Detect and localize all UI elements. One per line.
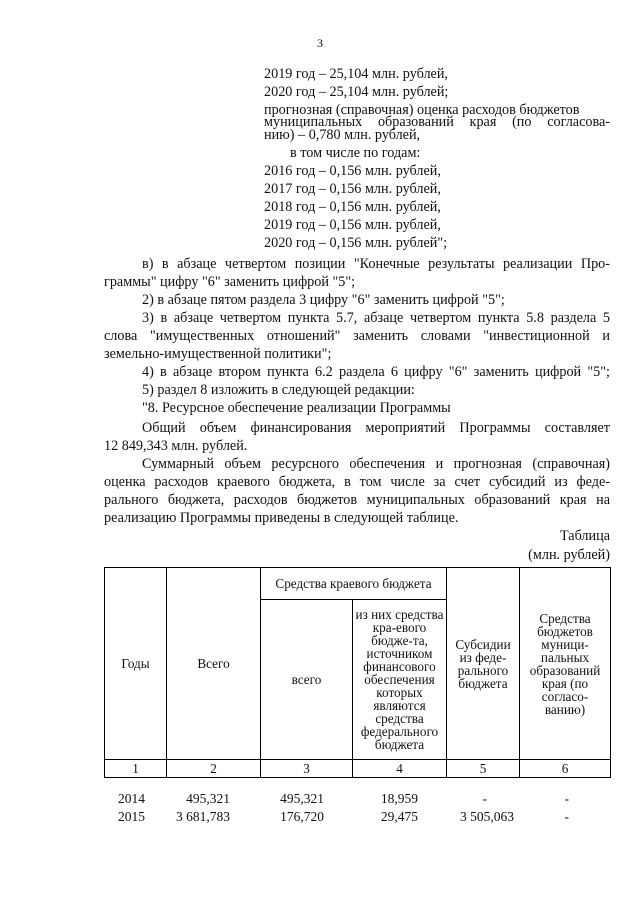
text-line: граммы" цифру "6" заменить цифрой "5"; — [104, 274, 356, 290]
column-number: 1 — [105, 760, 167, 778]
cell-municipal: - — [564, 809, 569, 824]
cell-regional-federal: 18,959 — [380, 791, 418, 806]
cell-total: 495,321 — [186, 791, 230, 806]
header-municipal: Средства бюджетов муници-пальных образований края (по согласо-ванию) — [520, 568, 611, 760]
text-line: 3) в абзаце четвертом пункта 5.7, абзаце четвертом пункта 5.8 раздела 5 — [142, 310, 610, 326]
text-line: 12 849,343 млн. рублей. — [104, 438, 248, 454]
text-line: 2018 год – 0,156 млн. рублей, — [264, 199, 441, 215]
text-line: Общий объем финансирования мероприятий Программы составляет — [142, 420, 610, 436]
text-line: Суммарный объем ресурсного обеспечения и прогнозная (справочная) — [142, 456, 610, 472]
text-line: в) в абзаце четвертом позиции "Конечные результаты реализации Про- — [142, 256, 610, 272]
text-line: земельно-имущественной политики"; — [104, 346, 332, 362]
cell-municipal: - — [564, 791, 569, 806]
text-line: 2020 год – 25,104 млн. рублей; — [264, 84, 449, 100]
cell-year: 2014 — [118, 791, 145, 806]
cell-regional-all: 495,321 — [280, 791, 324, 806]
table-row — [104, 809, 610, 826]
cell-regional-federal: 29,475 — [380, 809, 418, 824]
text-line: нию) – 0,780 млн. рублей, — [264, 127, 421, 143]
text-line: оценка расходов краевого бюджета, в том числе за счет субсидий из феде- — [104, 474, 610, 490]
page-number: 3 — [317, 36, 323, 50]
text-line: 5) раздел 8 изложить в следующей редакции: — [142, 382, 415, 398]
header-subsidies: Субсидии из феде-рального бюджета — [447, 568, 520, 760]
text-line: слова "имущественных отношений" заменить словами "инвестиционной и — [104, 328, 610, 344]
header-total: Всего — [167, 568, 261, 760]
column-number: 4 — [353, 760, 447, 778]
table-row — [104, 791, 610, 808]
text-line: 2) в абзаце пятом раздела 3 цифру "6" заменить цифрой "5"; — [142, 292, 505, 308]
cell-subsidies: - — [482, 791, 487, 806]
column-number: 5 — [447, 760, 520, 778]
text-line: 2020 год – 0,156 млн. рублей"; — [264, 235, 448, 251]
cell-total: 3 681,783 — [176, 809, 230, 824]
cell-year: 2015 — [118, 809, 145, 824]
cell-subsidies: 3 505,063 — [460, 809, 514, 824]
text-line: прогнозная (справочная) оценка расходов бюджетов — [264, 102, 580, 118]
column-number: 2 — [167, 760, 261, 778]
text-line: реализацию Программы приведены в следующей таблице. — [104, 510, 459, 526]
column-number: 6 — [520, 760, 611, 778]
header-regional-budget: Средства краевого бюджета — [261, 568, 447, 600]
header-regional-federal: из них средства кра-евого бюдже-та, источником финансового обеспечения которых являются средства федерального бюджета — [353, 600, 447, 760]
text-line: 2016 год – 0,156 млн. рублей, — [264, 163, 441, 179]
header-years: Годы — [105, 568, 167, 760]
text-line: 2019 год – 0,156 млн. рублей, — [264, 217, 441, 233]
budget-table — [104, 567, 611, 778]
section-heading: "8. Ресурсное обеспечение реализации Программы — [142, 400, 451, 416]
table-caption: Таблица — [559, 528, 610, 544]
header-regional-all: всего — [261, 600, 353, 760]
column-number: 3 — [261, 760, 353, 778]
cell-regional-all: 176,720 — [280, 809, 324, 824]
text-line: в том числе по годам: — [290, 145, 421, 161]
text-line: рального бюджета, расходов бюджетов муниципальных образований края на — [104, 492, 610, 508]
text-line: муниципальных образований края (по согласова- — [264, 114, 610, 130]
text-line: 4) в абзаце втором пункта 6.2 раздела 6 цифру "6" заменить цифрой "5"; — [142, 364, 610, 380]
text-line: 2019 год – 25,104 млн. рублей, — [264, 66, 448, 82]
text-line: 2017 год – 0,156 млн. рублей, — [264, 181, 441, 197]
table-units: (млн. рублей) — [528, 547, 610, 563]
